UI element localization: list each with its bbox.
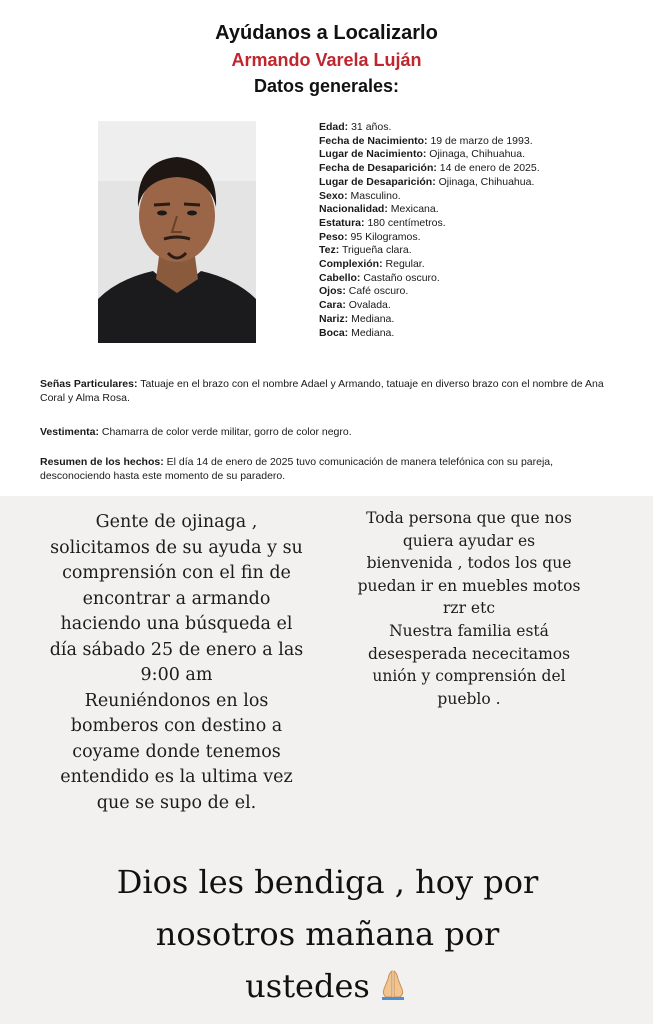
story-line: pueblo . <box>437 689 501 708</box>
detail-row <box>319 285 619 299</box>
story-line: haciendo una búsqueda el <box>60 614 293 634</box>
detail-row <box>319 327 619 341</box>
missing-person-name: Armando Varela Luján <box>231 50 422 70</box>
senas-label: Señas Particulares: <box>40 378 138 390</box>
detail-value: Regular. <box>385 258 425 271</box>
story-line: solicitamos de su ayuda y su <box>50 537 303 558</box>
closing-line: nosotros mañana por <box>155 915 500 953</box>
story-line: encontrar a armando <box>82 588 271 609</box>
detail-row <box>319 176 619 190</box>
detail-row <box>319 162 619 176</box>
detail-label: Nariz: <box>319 312 349 325</box>
detail-value: Ojinaga, Chihuahua. <box>429 148 526 161</box>
detail-label: Edad: <box>319 121 349 133</box>
detail-label: Lugar de Desaparición: <box>319 175 436 188</box>
detail-row <box>319 258 619 272</box>
detail-row <box>319 272 619 286</box>
story-line: que se supo de el. <box>96 792 257 813</box>
vestimenta-label: Vestimenta: <box>40 426 99 438</box>
detail-value: Mediana. <box>351 312 395 325</box>
story-line: día sábado 25 de enero a las <box>49 639 304 660</box>
detail-row <box>319 203 619 217</box>
detail-value: Trigueña clara. <box>341 244 412 257</box>
detail-label: Complexión: <box>319 258 383 271</box>
detail-row <box>319 148 619 162</box>
detail-label: Ojos: <box>319 285 346 298</box>
story-left-paragraph <box>34 510 319 816</box>
person-photo <box>98 121 256 343</box>
story-line: quiera ayudar es <box>402 531 536 550</box>
vestimenta-text: Chamarra de color verde militar, gorro de color negro. <box>101 426 352 438</box>
vestimenta <box>40 425 615 439</box>
detail-label: Sexo: <box>319 189 348 202</box>
story-line: desesperada nececitamos <box>367 644 571 663</box>
praying-hands-icon <box>376 964 410 1016</box>
story-line: Reuniéndonos en los <box>84 690 269 711</box>
detail-value: Castaño oscuro. <box>363 271 440 284</box>
detail-label: Peso: <box>319 230 348 243</box>
detail-label: Tez: <box>319 244 340 257</box>
section-title: Datos generales: <box>253 76 400 96</box>
flyer-title: Ayúdanos a Localizarlo <box>215 22 438 44</box>
story-line: coyame donde tenemos <box>72 741 281 762</box>
closing-message <box>40 856 615 1016</box>
detail-value: Mediana. <box>351 326 395 339</box>
detail-value: 14 de enero de 2025. <box>439 162 540 175</box>
detail-value: 95 Kilogramos. <box>350 230 421 243</box>
resumen-text: El día 14 de enero de 2025 tuvo comunicación de manera telefónica con su pareja, desconociendo hasta este momento de su paradero. <box>40 456 554 482</box>
resumen-label: Resumen de los hechos: <box>40 456 164 468</box>
detail-label: Boca: <box>319 326 349 339</box>
story-line: puedan ir en muebles motos <box>357 576 581 595</box>
senas-particulares <box>40 377 615 405</box>
story-line: rzr etc <box>443 599 495 618</box>
resumen-hechos <box>40 455 615 483</box>
detail-value: Ovalada. <box>348 299 391 312</box>
detail-label: Cara: <box>319 299 346 312</box>
detail-value: Mexicana. <box>390 203 439 216</box>
detail-row <box>319 135 619 149</box>
detail-label: Nacionalidad: <box>319 203 388 216</box>
detail-row <box>319 313 619 327</box>
closing-line-text: ustedes <box>245 967 370 1005</box>
story-line: Gente de ojinaga , <box>95 512 258 532</box>
closing-line-last <box>40 960 615 1016</box>
detail-row <box>319 217 619 231</box>
detail-label: Fecha de Nacimiento: <box>319 134 428 147</box>
story-line: 9:00 am <box>140 665 213 685</box>
story-line: Toda persona que que nos <box>366 509 572 527</box>
detail-row <box>319 231 619 245</box>
detail-label: Lugar de Nacimiento: <box>319 148 427 161</box>
detail-row <box>319 299 619 313</box>
detail-label: Estatura: <box>319 216 365 229</box>
story-line: bomberos con destino a <box>70 716 283 736</box>
closing-line: Dios les bendiga , hoy por <box>116 863 539 901</box>
missing-person-flyer <box>0 0 653 496</box>
detail-value: Café oscuro. <box>348 285 409 298</box>
detail-row <box>319 190 619 204</box>
senas-text: Tatuaje en el brazo con el nombre Adael y Armando, tatuaje en diverso brazo con el nombre de Ana Coral y Alma Rosa. <box>40 378 604 404</box>
detail-row <box>319 244 619 258</box>
story-line: unión y comprensión del <box>372 667 566 686</box>
story-line: comprensión con el fin de <box>62 563 291 583</box>
detail-row <box>319 121 619 135</box>
detail-value: 180 centímetros. <box>367 216 446 229</box>
story-line: entendido es la ultima vez <box>60 767 293 787</box>
story-right-paragraph <box>334 507 604 710</box>
detail-value: Masculino. <box>350 189 401 202</box>
detail-value: 19 de marzo de 1993. <box>430 134 533 147</box>
detail-label: Cabello: <box>319 271 361 284</box>
story-line: Nuestra familia está <box>389 621 549 640</box>
details-list <box>319 121 619 340</box>
detail-label: Fecha de Desaparición: <box>319 162 437 175</box>
detail-value: Ojinaga, Chihuahua. <box>438 175 535 188</box>
story-line: bienvenida , todos los que <box>366 554 572 573</box>
detail-value: 31 años. <box>351 121 392 133</box>
